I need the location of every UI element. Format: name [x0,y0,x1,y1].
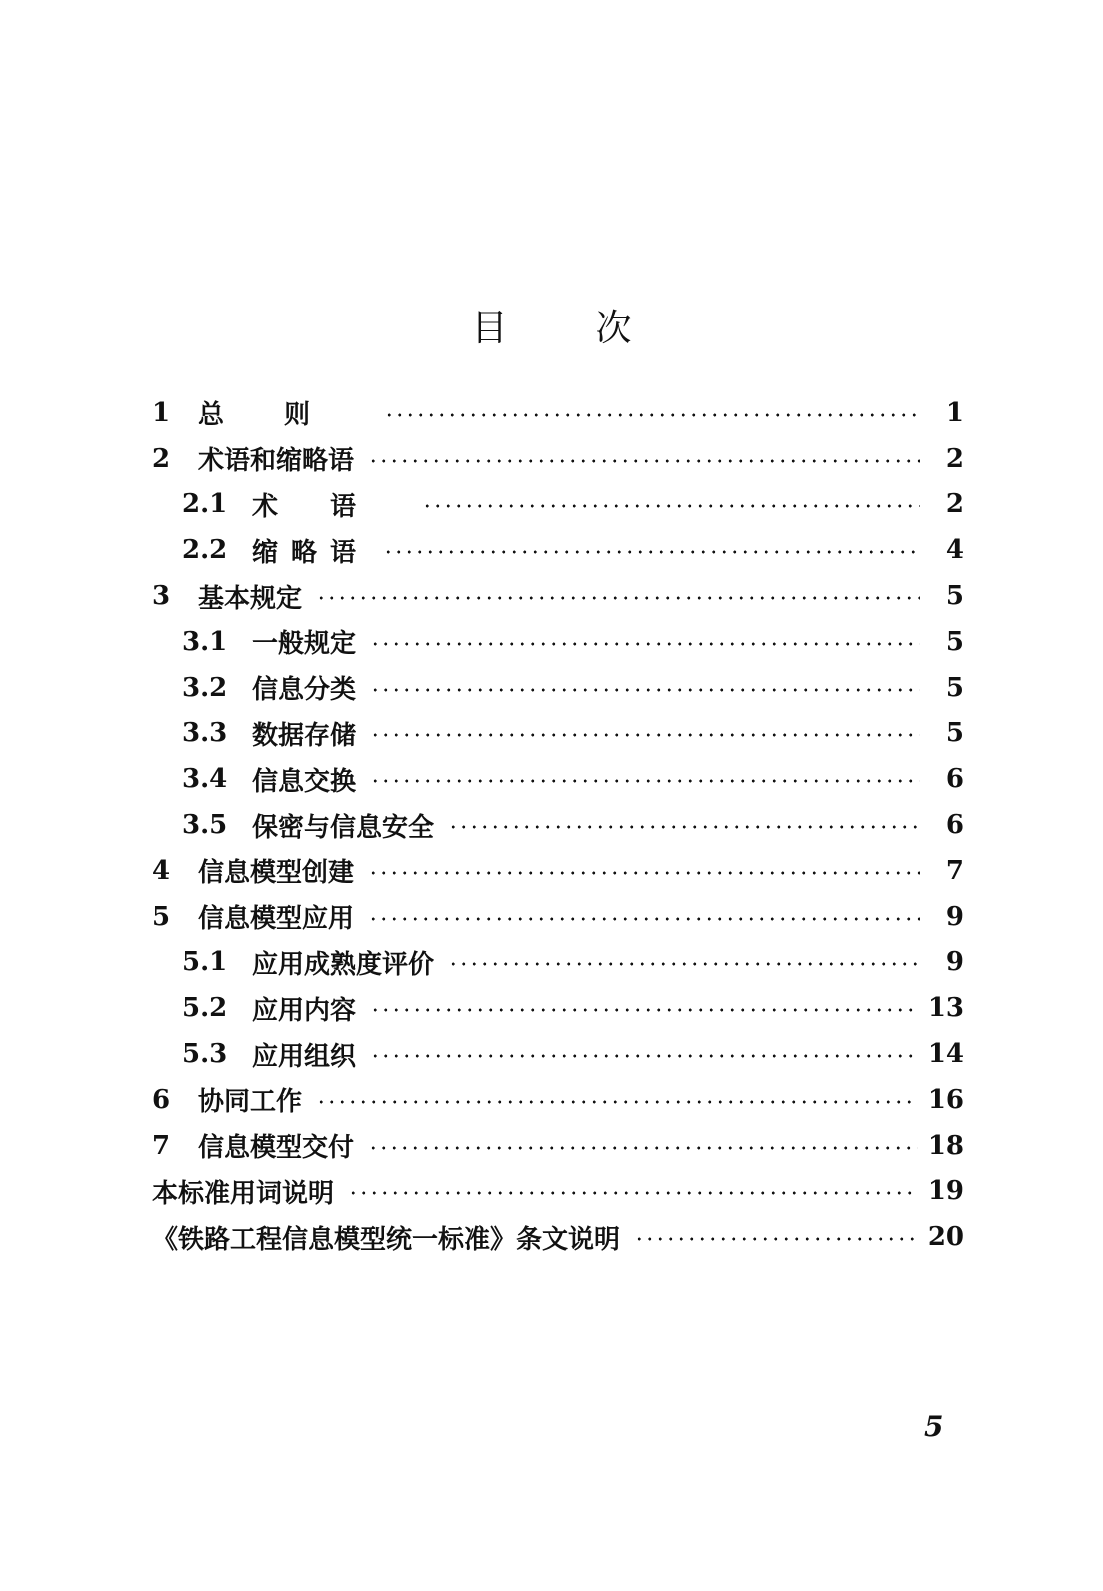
toc-entry[interactable] [152,756,964,802]
toc-entry-number: 5.2 [182,993,228,1024]
toc-entry[interactable] [152,1123,964,1169]
toc-entry-number: 3.3 [182,718,228,749]
toc-entry-number: 3.4 [182,764,228,795]
toc-entry-page: 16 [927,1084,964,1115]
toc-entry-page: 1 [945,397,964,428]
toc-entry-number: 4 [152,855,171,886]
toc-entry-title: 基本规定 [198,583,303,614]
toc-entry-title: 术语和缩略语 [198,446,355,477]
toc-entry-page: 9 [945,901,964,932]
toc-entry[interactable] [152,940,964,986]
page-title-char-2: 次 [595,308,632,349]
toc-entry[interactable] [152,848,964,894]
toc-entry-title: 数据存储 [252,720,357,751]
toc-entry[interactable] [152,711,964,757]
toc-entry-number: 3.5 [182,810,228,841]
leader-dots [384,413,920,417]
leader-dots [368,459,920,463]
toc-entry-number: 5 [152,901,171,932]
toc-entry[interactable] [152,1214,964,1260]
toc-entry-title: 信息分类 [252,675,357,706]
toc-entry-number: 2.2 [182,535,228,566]
toc-entry-title: 一般规定 [252,629,357,660]
leader-dots [370,1008,918,1012]
leader-dots [370,642,920,646]
leader-dots [316,1100,918,1104]
toc-entry-page: 5 [945,718,964,749]
toc-entry-number: 5.3 [182,1039,228,1070]
toc-entry-title: 总则 [198,400,371,431]
toc-entry-title: 术语 [252,491,409,522]
toc-entry-number: 2.1 [182,489,228,520]
toc-entry-page: 6 [945,764,964,795]
toc-entry[interactable] [152,985,964,1031]
toc-entry-page: 5 [945,672,964,703]
toc-entry-title: 信息模型创建 [198,858,355,889]
toc-entry-title: 协同工作 [198,1087,303,1118]
page-title [0,300,1103,351]
toc-entry[interactable] [152,1031,964,1077]
toc-entry-title: 信息模型应用 [198,904,355,935]
leader-dots [370,1054,918,1058]
toc-entry-number: 5.1 [182,947,228,978]
toc-entry-title: 信息交换 [252,766,357,797]
toc-entry-title: 《铁路工程信息模型统一标准》条文说明 [152,1224,621,1255]
toc-entry-number: 6 [152,1084,171,1115]
toc-entry[interactable] [152,1077,964,1123]
leader-dots [368,1146,918,1150]
leader-dots [370,779,920,783]
table-of-contents [152,390,964,1260]
leader-dots [368,871,920,875]
toc-entry-page: 7 [945,855,964,886]
leader-dots [368,917,920,921]
page-title-char-1: 目 [471,308,508,349]
toc-entry-title: 应用成熟度评价 [252,949,435,980]
toc-entry[interactable] [152,665,964,711]
toc-entry-page: 13 [927,993,964,1024]
leader-dots [348,1191,918,1195]
toc-entry[interactable] [152,894,964,940]
toc-entry[interactable] [152,1169,964,1215]
toc-entry-number: 1 [152,397,171,428]
leader-dots [370,688,920,692]
toc-entry-number: 3.1 [182,626,228,657]
toc-entry[interactable] [152,390,964,436]
leader-dots [316,596,920,600]
leader-dots [422,504,920,508]
toc-entry-page: 5 [945,626,964,657]
leader-dots [383,550,920,554]
toc-entry-page: 2 [945,443,964,474]
toc-entry-title: 应用内容 [252,995,357,1026]
toc-entry[interactable] [152,619,964,665]
toc-entry-number: 3 [152,581,171,612]
toc-entry[interactable] [152,436,964,482]
toc-entry[interactable] [152,527,964,573]
toc-entry-number: 7 [152,1130,171,1161]
toc-entry-title: 信息模型交付 [198,1133,355,1164]
toc-entry-title: 缩略语 [252,537,370,568]
toc-entry-page: 5 [945,581,964,612]
toc-entry[interactable] [152,802,964,848]
leader-dots [634,1237,918,1241]
toc-entry-title: 本标准用词说明 [152,1178,335,1209]
toc-entry-page: 9 [945,947,964,978]
toc-entry[interactable] [152,482,964,528]
toc-entry-number: 3.2 [182,672,228,703]
toc-entry-page: 4 [945,535,964,566]
toc-entry-title: 应用组织 [252,1041,357,1072]
toc-entry-page: 2 [945,489,964,520]
toc-entry-page: 18 [927,1130,964,1161]
toc-entry-number: 2 [152,443,171,474]
leader-dots [370,733,920,737]
leader-dots [448,825,920,829]
toc-entry-title: 保密与信息安全 [252,812,435,843]
toc-entry-page: 19 [927,1176,964,1207]
leader-dots [448,962,920,966]
toc-entry-page: 20 [927,1222,964,1253]
toc-entry-page: 14 [927,1039,964,1070]
toc-entry[interactable] [152,573,964,619]
page-number: 5 [924,1410,944,1443]
toc-entry-page: 6 [945,810,964,841]
